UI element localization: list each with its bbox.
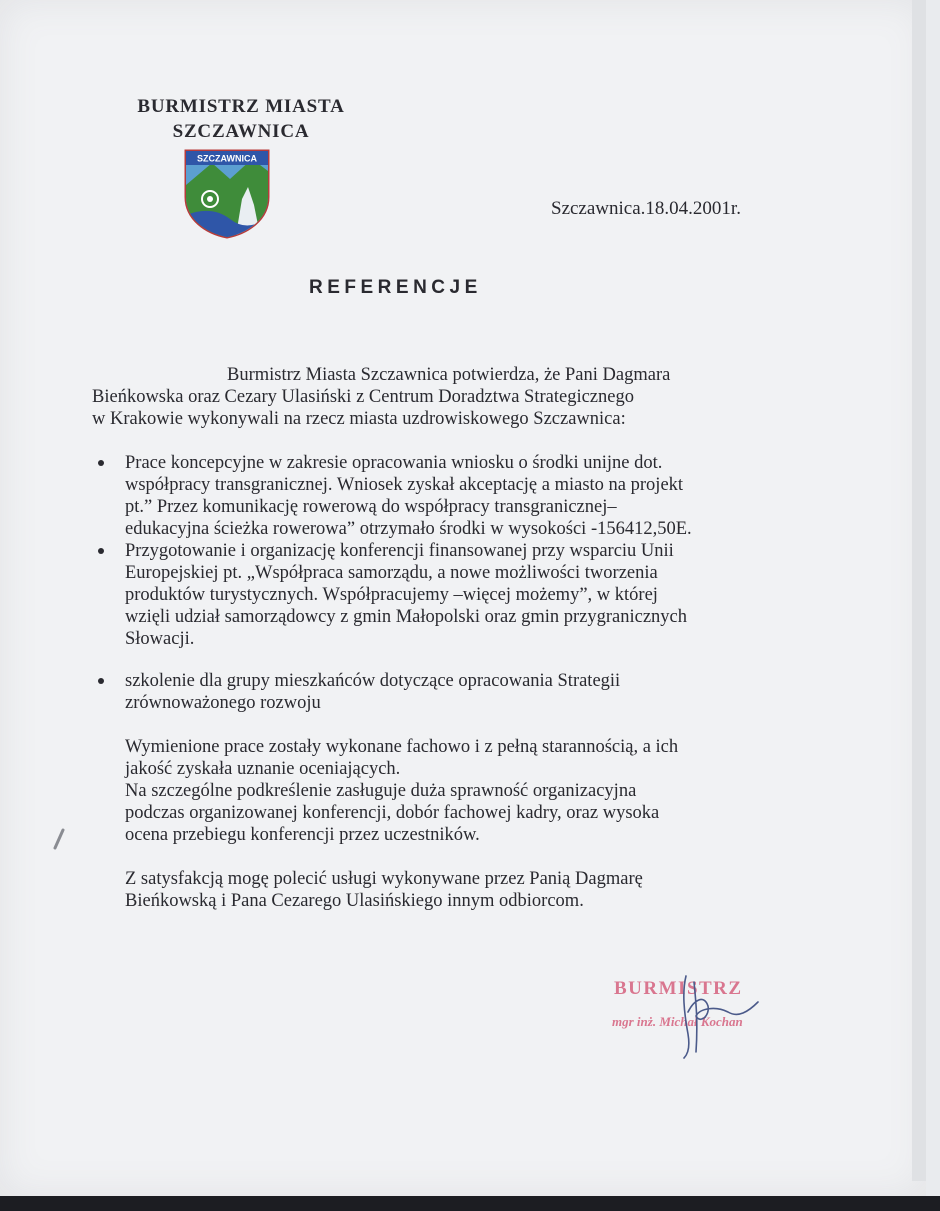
handwritten-signature <box>638 972 788 1062</box>
bullet-dot-icon <box>98 548 104 554</box>
list-item-line: Przygotowanie i organizację konferencji finansowanej przy wsparciu Unii <box>125 541 674 561</box>
closing-line: podczas organizowanej konferencji, dobór fachowej kadry, oraz wysoka <box>125 803 660 823</box>
closing-line: Bieńkowską i Pana Cezarego Ulasińskiego innym odbiorcom. <box>125 891 584 911</box>
closing-section <box>125 736 815 912</box>
signature-stamp <box>608 972 808 1062</box>
recommendation-paragraph <box>125 868 815 912</box>
list-item-line: produktów turystycznych. Współpracujemy –więcej możemy”, w której <box>125 585 658 605</box>
closing-line: jakość zyskała uznanie oceniających. <box>125 759 401 779</box>
list-item-line: zrównoważonego rozwoju <box>125 693 321 713</box>
scan-bottom-edge <box>0 1196 940 1211</box>
issuer-heading <box>116 94 366 144</box>
list-item <box>92 452 822 540</box>
list-item-line: szkolenie dla grupy mieszkańców dotyczące opracowania Strategii <box>125 671 621 691</box>
intro-line: Bieńkowska oraz Cezary Ulasiński z Centrum Doradztwa Strategicznego <box>92 387 634 407</box>
bullet-dot-icon <box>98 678 104 684</box>
intro-line: Burmistrz Miasta Szczawnica potwierdza, że Pani Dagmara <box>227 365 671 385</box>
document-title: REFERENCJE <box>309 277 482 298</box>
list-item-line: pt.” Przez komunikację rowerową do współpracy transgranicznej– <box>125 497 617 517</box>
list-item-line: Europejskiej pt. „Współpraca samorządu, a nowe możliwości tworzenia <box>125 563 658 583</box>
services-list <box>92 452 822 714</box>
document-date: Szczawnica.18.04.2001r. <box>551 198 741 219</box>
intro-line: w Krakowie wykonywali na rzecz miasta uzdrowiskowego Szczawnica: <box>92 409 626 429</box>
town-crest-logo <box>182 145 272 239</box>
list-item <box>92 670 822 714</box>
closing-line: ocena przebiegu konferencji przez uczestników. <box>125 825 480 845</box>
closing-line: Wymienione prace zostały wykonane fachowo i z pełną starannością, a ich <box>125 737 679 757</box>
closing-line: Na szczególne podkreślenie zasługuje duża sprawność organizacyjna <box>125 781 637 801</box>
list-item-line: edukacyjna ścieżka rowerowa” otrzymało środki w wysokości -156412,50E. <box>125 519 692 539</box>
list-item-line: wzięli udział samorządowcy z gmin Małopolski oraz gmin przygranicznych <box>125 607 688 627</box>
issuer-line-1: BURMISTRZ MIASTA <box>137 96 345 117</box>
closing-line: Z satysfakcją mogę polecić usługi wykonywane przez Panią Dagmarę <box>125 869 643 889</box>
stamp-name: mgr inż. Michał Kochan <box>612 1014 743 1029</box>
list-item-line: Słowacji. <box>125 629 195 649</box>
scan-edge <box>912 0 926 1181</box>
stamp-title: BURMISTRZ <box>614 978 743 999</box>
crest-label: SZCZAWNICA <box>197 153 257 164</box>
intro-paragraph <box>92 364 792 430</box>
bullet-dot-icon <box>98 460 104 466</box>
list-item <box>92 540 822 650</box>
list-item-line: Prace koncepcyjne w zakresie opracowania wniosku o środki unijne dot. <box>125 453 663 473</box>
issuer-line-2: SZCZAWNICA <box>172 121 310 142</box>
list-item-line: współpracy transgranicznej. Wniosek zyskał akceptację a miasto na projekt <box>125 475 684 495</box>
scan-smudge <box>52 828 66 850</box>
closing-paragraph <box>125 736 815 846</box>
